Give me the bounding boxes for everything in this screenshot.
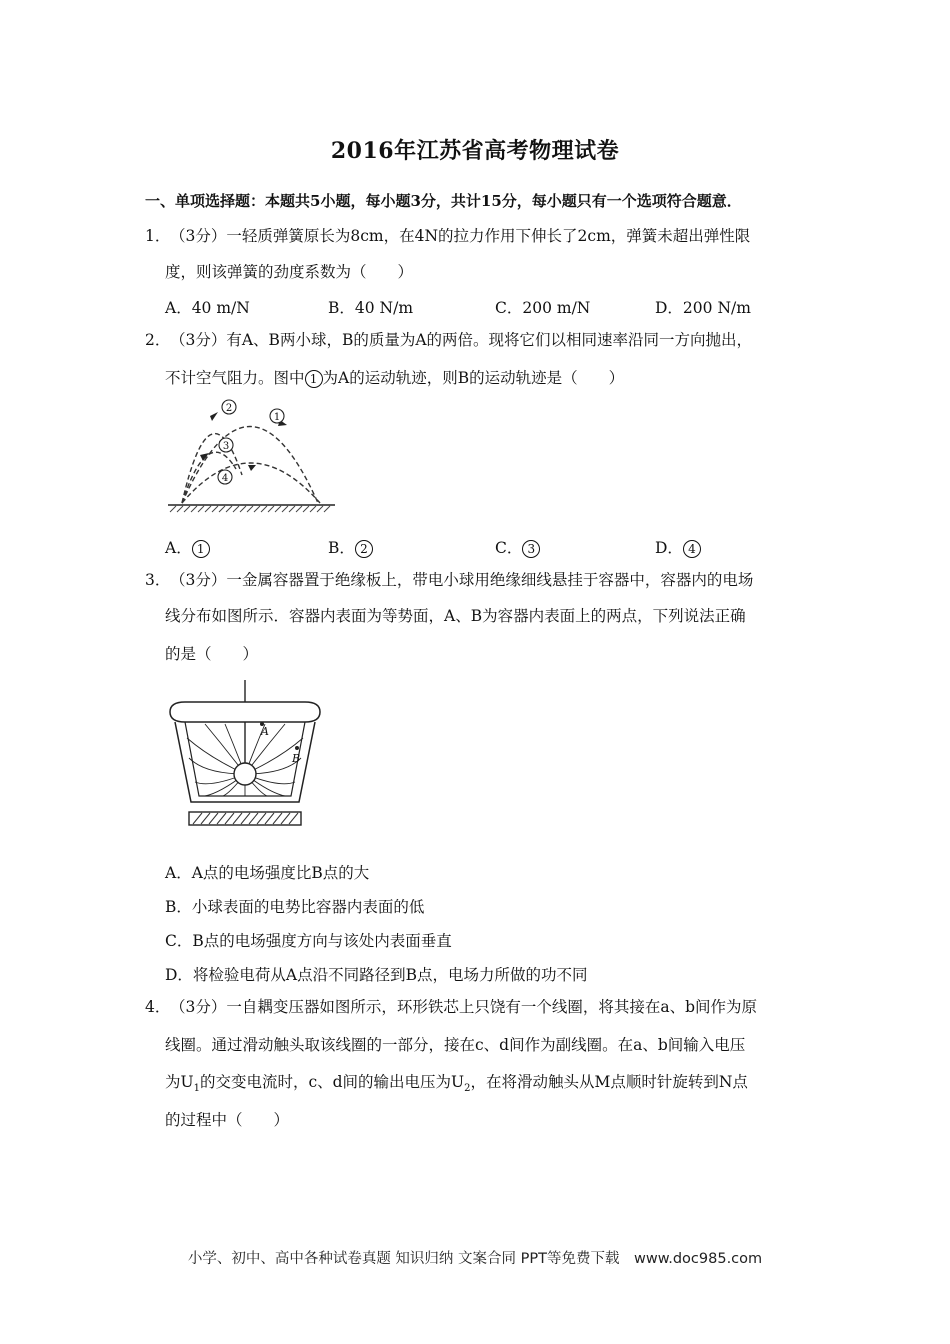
q2-option-b-mark: 2 (355, 540, 373, 558)
q2-line2-start: 不计空气阻力。图中 (165, 369, 305, 387)
q4-line1: （3分）一自耦变压器如图所示，环形铁芯上只饶有一个线圈，将其接在a、b间作为原 (170, 998, 758, 1016)
q2-option-a-letter: A． (165, 539, 192, 557)
q2-line2-circle: 1 (305, 370, 323, 388)
q1-line1: （3分）一轻质弹簧原长为8cm，在4N的拉力作用下伸长了2cm，弹簧未超出弹性限 (170, 227, 751, 245)
q2-option-d-mark: 4 (683, 540, 701, 558)
q1-option-c: C．200 m/N (495, 299, 591, 317)
q2-option-b (328, 536, 373, 558)
q2-option-a-mark: 1 (192, 540, 210, 558)
q2-option-c-letter: C． (495, 539, 523, 557)
q2-line1: （3分）有A、B两小球，B的质量为A的两倍。现将它们以相同速率沿同一方向抛出， (170, 331, 753, 349)
label-b: B (292, 752, 301, 765)
q1-line2: 度，则该弹簧的劲度系数为（ ） (165, 263, 414, 281)
q4-line2: 线圈。通过滑动触头取该线圈的一部分，接在c、d间作为副线圈。在a、b间输入电压 (165, 1036, 746, 1054)
q3-option-c: C．B点的电场强度方向与该处内表面垂直 (165, 932, 452, 950)
q4-u2-subscript: 2 (464, 1083, 471, 1095)
q2-option-c-mark: 3 (522, 540, 540, 558)
q4-line3-part1: 为U (165, 1073, 194, 1091)
label-4: 4 (221, 473, 229, 484)
q1-option-a: A．40 m/N (165, 299, 250, 317)
q2-option-b-letter: B． (328, 539, 355, 557)
q3-number: 3． (145, 571, 171, 589)
q2-line2-end: 为A的运动轨迹，则B的运动轨迹是（ ） (322, 369, 625, 387)
ground-hatching (170, 506, 330, 512)
q2-option-d-letter: D． (655, 539, 683, 557)
q2-option-a (165, 536, 210, 558)
q1-option-b: B．40 N/m (328, 299, 414, 317)
q4-number: 4． (145, 998, 171, 1016)
page-title: 2016年江苏省高考物理试卷 (330, 138, 620, 164)
arrow-4-icon (248, 465, 256, 471)
q4-line3-part3: ，在将滑动触头从M点顺时针旋转到N点 (470, 1073, 748, 1091)
q1-number: 1． (145, 227, 171, 245)
q3-option-a: A．A点的电场强度比B点的大 (165, 864, 370, 882)
q4-line4: 的过程中（ ） (165, 1111, 290, 1129)
trajectory-1 (182, 427, 318, 504)
q3-line3: 的是（ ） (165, 645, 259, 663)
q4-line3 (165, 1072, 748, 1099)
arrow-2-icon (210, 412, 218, 421)
q3-option-d: D．将检验电荷从A点沿不同路径到B点，电场力所做的功不同 (165, 966, 588, 984)
q4-u1-subscript: 1 (193, 1083, 200, 1095)
page-footer: 小学、初中、高中各种试卷真题 知识归纳 文案合同 PPT等免费下载 www.doc985.com (187, 1251, 763, 1267)
label-a: A (261, 725, 269, 738)
label-2: 2 (225, 403, 233, 414)
q2-line2 (165, 368, 624, 388)
q1-option-d: D．200 N/m (655, 299, 751, 317)
q4-line3-part2: 的交变电流时，c、d间的输出电压为U (199, 1073, 465, 1091)
label-1: 1 (273, 412, 281, 423)
q3-option-b: B．小球表面的电势比容器内表面的低 (165, 898, 425, 916)
point-b (295, 746, 299, 750)
q2-number: 2． (145, 331, 171, 349)
charged-ball (234, 763, 256, 785)
trajectory-figure (160, 395, 345, 520)
q3-line2: 线分布如图所示．容器内表面为等势面，A、B为容器内表面上的两点，下列说法正确 (165, 607, 746, 625)
section-heading: 一、单项选择题：本题共5小题，每小题3分，共计15分，每小题只有一个选项符合题意． (145, 192, 742, 210)
container-rim (170, 702, 320, 722)
q2-option-d (655, 536, 701, 558)
q2-option-c (495, 536, 540, 558)
q3-line1: （3分）一金属容器置于绝缘板上，带电小球用绝缘细线悬挂于容器中，容器内的电场 (170, 571, 754, 589)
container-figure (165, 678, 325, 828)
label-3: 3 (222, 441, 230, 452)
